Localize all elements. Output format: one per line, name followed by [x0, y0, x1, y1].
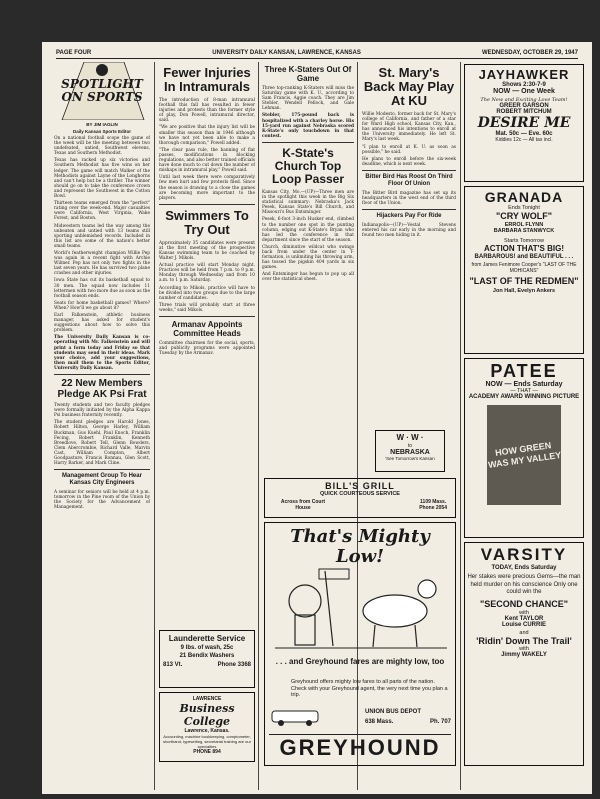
- date-line: WEDNESDAY, OCTOBER 29, 1947: [481, 50, 578, 56]
- movie-poster: [487, 405, 561, 505]
- blurb: Her stakes were precious Gems—the man held murder on his conscience Only one could win the: [467, 574, 581, 595]
- ad-line: 21 Bendix Washers: [179, 653, 235, 659]
- story-paragraph: Willie Modesto, former back for St. Mary's college of California, and father of a star for Ward High school, Kansas City, Kan., has announced his intentions to enroll at the University immediately. He left St. Mary's last week.: [362, 112, 456, 143]
- and-line: and: [519, 629, 529, 636]
- cartoon-illustration: [275, 551, 447, 651]
- ww-sub: 'See Tomorrow's Kansan: [385, 456, 435, 461]
- movie-title: "LAST OF THE REDMEN": [469, 276, 579, 286]
- greyhound-headline: That's Mighty Low!: [290, 526, 430, 567]
- ad-name: Launderette Service: [168, 634, 246, 643]
- greyhound-body: Greyhound offers mighty low fares to all parts of the nation. Check with your Greyhound agent, the very next time you plan a trip.: [291, 679, 448, 698]
- story-paragraph: He plans to enroll before the six-week deadline, which is next week.: [362, 156, 456, 167]
- ad-name: BILL'S GRILL: [325, 481, 395, 491]
- story-paragraph: Approximately 35 candidates were present at the first meeting of the prospective Kansas swimming team to be coached by Walter J. Mikols.: [159, 240, 255, 262]
- story-paragraph: The University Daily Kansan is co-operating with Mr. Falkenstein and will print a form today and Friday so that students may send in their ideas. Mark your choice, add your suggestions, then mail them to the Sports Editor, University Daily Kansan.: [54, 335, 150, 371]
- ww-title: W · W ·: [396, 433, 424, 442]
- story-paragraph: Earl Falkenstein, athletic business manager, has asked for student's suggestions about how to solve this problem.: [54, 313, 150, 334]
- hijackers-headline: Hijackers Pay For Ride: [376, 213, 442, 220]
- star-name: Jimmy WAKELY: [501, 651, 547, 658]
- ad-top: LAWRENCE: [192, 696, 222, 702]
- story-paragraph: The Bitter Bird magazine has set up its headquarters in the west end of the third floor of the Union.: [362, 190, 456, 207]
- pledges-headline: 22 New Members Pledge AK Psi Frat: [57, 378, 147, 401]
- byline: BY JIM IAGLIN: [86, 122, 118, 127]
- story-paragraph: A seminar for seniors will be held at 4 p.m. tomorrow in the Pine room of the Union by the Society for the Advancement of Management.: [54, 490, 150, 511]
- movie-title: "SECOND CHANCE": [479, 598, 569, 609]
- story-paragraph: Three top-ranking K-Staters will miss the Saturday game with K. U., according to Sam Francis, Aggie coach. They are Jim Stebler, Wendell Pellock, and Gale Lehman.: [262, 86, 354, 112]
- story-paragraph: Committee chairmen for the social, sports, and publicity programs were appointed Tuesday by the Armanav.: [159, 341, 255, 357]
- story-paragraph: Midwestern teams led the way among the unbeaten and untied with 13 teams still sporting unblemished records. Included in this list are some of the nation's better small teams.: [54, 223, 150, 249]
- column-4: [362, 62, 456, 472]
- story-paragraph: "The clear pass rule, the banning of flat passes, modifications in blocking regulations, and also better trained officials have done much to cut down the number of mishaps in intramural play," Powell said.: [159, 147, 255, 174]
- story-paragraph: World's featherweight champion Willie Pep was again in a recent fight with Archie Wilmer. Pep has not only two fights in the last seven years. He has survived two plane crashes and other injuries.: [54, 250, 150, 277]
- story-paragraph: Pesek, 6-foot 3-inch Husker end, climbed to the number one spot in the punting column, edging out K-State's Bryan who has led the conference in that department since the start of the season.: [262, 217, 354, 243]
- column-1: [54, 62, 150, 790]
- column-rule: [258, 62, 259, 790]
- star-name: GREER GARSON: [499, 103, 549, 109]
- greyhound-phone: Ph. 707: [429, 719, 451, 725]
- page-number: PAGE FOUR: [56, 50, 92, 56]
- ad-phone: Phone 2054: [419, 505, 447, 511]
- greyhound-depot: UNION BUS DEPOT: [365, 709, 422, 715]
- ad-left: Across from Court House: [280, 499, 326, 511]
- story-paragraph: Three trials will probably start at three weeks," said Mikols.: [159, 302, 255, 313]
- with-line: with: [519, 645, 529, 652]
- column-3: [262, 62, 354, 492]
- movie-title: DESIRE ME: [477, 115, 571, 131]
- story-paragraph: Texas has racked up six victories and Southern Methodist has five wins on her ledger. The game will match Walker of the Methodists against Layne of the Longhorns and can't help but be a thriller. The winner should go on to take the conference crown and represent the Southwest in the Cotton Bowl.: [54, 158, 150, 200]
- bus-icon: [271, 709, 319, 727]
- story-paragraph: And Entsminger has begun to pop up all over the statistical sheet.: [262, 272, 354, 283]
- mgmt-headline: Management Group To Hear Kansas City Engineers: [62, 473, 142, 487]
- page-header: [56, 48, 578, 59]
- business-college-ad: [159, 692, 255, 762]
- greyhound-ad: [264, 522, 456, 766]
- greyhound-sub: . . . and Greyhound fares are mighty low, too: [275, 657, 445, 666]
- jayhawker-ad: [464, 64, 584, 182]
- ad-phone: PHONE 894: [193, 749, 221, 755]
- theater-name: GRANADA: [484, 189, 564, 205]
- bills-grill-ad: [264, 478, 456, 518]
- kiddies-price: Kiddies 12c — All tax incl.: [495, 137, 553, 143]
- ww-to: to: [407, 443, 413, 449]
- story-paragraph: Thirteen teams emerged from the "perfect" rating over the week-end. Major casualties were California, West Virginia, Wake Forest, and Boston.: [54, 201, 150, 222]
- column-rule: [460, 62, 461, 790]
- story-paragraph: Twenty students and two faculty pledges were formally initiated by the Alpha Kappa Psi business fraternity recently.: [54, 403, 150, 419]
- now-showing: NOW — One Week: [493, 88, 555, 95]
- story-paragraph: Until last week there were comparatively few men hurt and few protests filed. Since the season is drawing to a close the games are becoming more important to the players.: [159, 175, 255, 201]
- column-rule: [154, 62, 155, 790]
- theater-name: JAYHAWKER: [478, 67, 570, 82]
- ad-name: Business College: [179, 702, 235, 728]
- tagline: BARBAROUS! and BEAUTIFUL . . .: [474, 254, 574, 260]
- story-paragraph: "We are positive that the injury list will be smaller this season than in 1946 although we have not yet been able to make a thorough comparison," Powell added.: [159, 125, 255, 146]
- ww-dest: NEBRASKA: [390, 449, 430, 456]
- theater-name: VARSITY: [480, 545, 568, 564]
- star-names: ERROL FLYNN BARBARA STANWYCK: [493, 222, 555, 234]
- ends-line: TODAY, Ends Saturday: [491, 565, 557, 571]
- patee-ad: [464, 358, 584, 538]
- stmarys-headline: St. Mary's Back May Play At KU: [363, 65, 455, 108]
- ad-phone: Phone 3368: [217, 662, 251, 668]
- ad-city: Lawrence, Kansas.: [184, 728, 230, 734]
- star-names: Kent TAYLOR Louise CURRIE: [501, 615, 546, 628]
- starts-tomorrow: Starts Tomorrow: [504, 238, 544, 244]
- movie-title: 'Ridin' Down The Trail': [476, 635, 572, 646]
- prices: Mat. 50c — Eve. 60c: [495, 131, 553, 137]
- story-paragraph: According to Mikols, practice will have to be divided into two groups due to the large number of candidates.: [159, 285, 255, 301]
- story-paragraph: Seats for home basketball games? Where? When? How'll we go about it?: [54, 300, 150, 311]
- star-name: ROBERT MITCHUM: [496, 109, 552, 115]
- poster-title: HOW GREEN WAS MY VALLEY: [487, 440, 562, 471]
- now-showing: NOW — Ends Saturday: [485, 381, 563, 388]
- ad-tagline: QUICK COURTEOUS SERVICE: [320, 491, 400, 497]
- with-line: with: [519, 609, 529, 616]
- source-line: from James Fenimore Cooper's "LAST OF THE MOHICANS": [471, 262, 577, 274]
- byline-sub: Daily Kansan Sports Editor: [72, 129, 131, 134]
- story-paragraph: "I plan to enroll at K. U. as soon as possible," he said.: [362, 144, 456, 155]
- story-paragraph: Actual practice will start Monday night. Practices will be held from 7 p.m. to 9 p.m. Monday through Wednesday and from 10 a.m. to 1 p.m. Saturday.: [159, 263, 255, 284]
- story-paragraph: Church, diminutive wildcat who swings back from under the center in T-formation, is unlimiting his throwing arm, has tossed the pigskin 404 yards in six games.: [262, 244, 354, 271]
- ad-tag: The New and Exciting Love Team!: [480, 97, 568, 103]
- bitter-bird-headline: Bitter Bird Has Roost On Third Floor Of Union: [365, 173, 453, 187]
- ad-line: 9 lbs. of wash, 25c: [180, 645, 234, 651]
- varsity-ad: [464, 542, 584, 766]
- armanav-headline: Armanav Appoints Committee Heads: [171, 320, 243, 338]
- that-line: — THAT —: [510, 388, 538, 394]
- swimmers-headline: Swimmers To Try Out: [165, 207, 249, 237]
- story-paragraph: Iowa State has cut its basketball squad to 30 men. The squad now includes 11 lettermen with two more due as soon as the football season ends.: [54, 278, 150, 299]
- movie-title: "CRY WOLF": [495, 211, 553, 221]
- granada-ad: [464, 186, 584, 354]
- newspaper-page: [42, 42, 592, 794]
- story-paragraph: The student pledges are Harold Jones, Robert Hilton, George Harley, William Buckman, Gus Kuehl, Paul Enoch, Franklin Fecing, Robert Franklin, Kenneth Breedlove, Robert Tell, Glenn Bowders, Clem Abercrombie, Richard Valle, Marvin Cast, William Compton, Albert Goodpasture, Francis Ronnau, Glen Scott, Harry Barker, and Mark Cline.: [54, 420, 150, 467]
- launderette-ad: [159, 630, 255, 688]
- story-paragraph: Kansas City, Mo.—(UP)—Three men are in the spotlight this week in the Big Six statistical summary: Nebraska's Jack Pesek, Kansas State's Bill Church, and Missouri's Bus Entsminger.: [262, 189, 354, 216]
- kstaters-headline: Three K-Staters Out Of Game: [264, 65, 352, 83]
- tagline: ACTION THAT'S BIG!: [484, 244, 564, 253]
- story-paragraph: On a national football scope the game of the week will be the meeting between two undefeated, untied, Southwest elevens, Texas and Southern Methodist.: [54, 136, 150, 157]
- story-paragraph: The introduction of 8-man intramural football this fall has resulted in fewer injuries and protests than the former style of play, Don Powell, intramural director, said.: [159, 98, 255, 124]
- greyhound-address: 638 Mass.: [365, 719, 394, 725]
- ad-address: 1109 Mass.: [420, 499, 447, 505]
- greyhound-logo: GREYHOUND: [269, 734, 451, 761]
- church-headline: K-State's Church Top Loop Passer: [271, 145, 345, 186]
- theater-name: PATEE: [490, 361, 558, 381]
- award-line: ACADEMY AWARD WINNING PICTURE: [468, 394, 580, 400]
- showtimes: Shows 2:30-7-9: [502, 82, 546, 88]
- story-paragraph: Stebler, 175-pound back is hospitalized with a charley horse. His 15-yard run against Nebraska scored K-State's only touchdown in that contest.: [262, 113, 354, 139]
- masthead: UNIVERSITY DAILY KANSAN, LAWRENCE, KANSAS: [212, 50, 361, 56]
- ad-desc: Accounting, machine bookkeeping, comptometer, shorthand, typewriting, secretarial training are our specialties: [163, 734, 251, 749]
- spotlight-logo: [54, 62, 150, 120]
- spotlight-title: SPOTLIGHT ON SPORTS: [61, 77, 143, 104]
- ends-tonight: Ends Tonight: [508, 205, 540, 211]
- ww-nebraska-box: [375, 430, 445, 472]
- star-names: Jon Hall, Evelyn Ankers: [492, 288, 556, 294]
- story-paragraph: Indianapolis—(UP)—Vestal Stevens entered his car early in the morning and found two men hiding in it.: [362, 223, 456, 239]
- ad-address: 813 Vt.: [163, 662, 183, 668]
- injuries-headline: Fewer Injuries In Intramurals: [163, 65, 251, 94]
